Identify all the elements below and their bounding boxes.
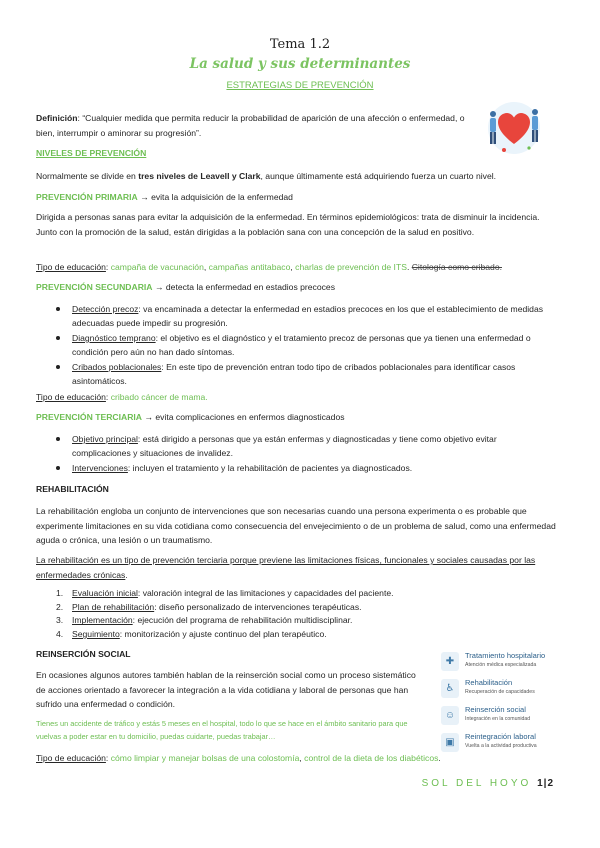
terciaria-list [36,432,556,476]
niveles-paragraph: Normalmente se divide en tres niveles de Leavell y Clark, aunque últimamente está adquiriendo fuerza un cuarto nivel. [36,171,497,181]
diagram-step: ✚ Tratamiento hospitalario Atención médica especializada [441,651,561,675]
page-subtitle: La salud y sus determinantes [189,56,411,72]
reinsercion-diagram [441,651,561,759]
secundaria-list [36,302,556,389]
primaria-education: Tipo de educación: campaña de vacunación, campañas antitabaco, charlas de prevención de ITS. Citología como cribado. [36,262,502,272]
list-item: Objetivo principal: está dirigido a personas que ya están enfermas y diagnosticadas y tiene como objetivo evitar complicaciones y situaciones de invalidez. [36,432,556,460]
list-item: Detección precoz: va encaminada a detectar la enfermedad en estadios precoces en los que el establecimiento de medidas adecuadas puede impedir su progresión. [36,302,556,330]
rehabilitacion-body: La rehabilitación engloba un conjunto de intervenciones que son necesarias cuando una persona experimenta o es probable que experimente limitaciones en su vida cotidiana como consecuencia del envejecimiento o de un problema de salud, como una enfermedad aguda o crónica, una lesión o un traumatismo. [36,506,556,545]
leavell-clark: tres niveles de Leavell y Clark [138,171,261,181]
reinsercion-heading: REINSERCIÓN SOCIAL [36,649,131,659]
terciaria-heading: PREVENCIÓN TERCIARIA → evita complicaciones en enfermos diagnosticados [36,412,345,422]
struck-text: Citología como cribado. [411,262,502,272]
diagram-step: ▣ Reintegración laboral Vuelta a la actividad productiva [441,732,561,756]
diagram-step: ♿ Rehabilitación Recuperación de capacidades [441,678,561,702]
primaria-heading: PREVENCIÓN PRIMARIA → evita la adquisición de la enfermedad [36,192,293,202]
rehabilitacion-statement: La rehabilitación es un tipo de prevención terciaria porque previene las limitaciones físicas, funcionales y sociales causadas por las enfermedades crónicas. [36,555,536,580]
hospital-icon: ✚ [441,652,459,671]
list-item: 4. Seguimiento: monitorización y ajuste continuo del plan terapéutico. [56,629,327,640]
secundaria-heading: PREVENCIÓN SECUNDARIA → detecta la enfermedad en estadios precoces [36,282,336,292]
person-right-icon [532,109,538,115]
rehabilitacion-steps [36,587,556,642]
definition-label: Definición [36,113,78,123]
niveles-heading: NIVELES DE PREVENCIÓN [36,148,147,158]
reinsercion-body: En ocasiones algunos autores también hablan de la reinserción social como un proceso sistemático de acciones orientado a favorecer la integración a la vida cotidiana y laboral de personas que han sufrido una enfermedad o condición. [36,670,416,709]
list-item: Diagnóstico temprano: el objetivo es el diagnóstico y el tratamiento precoz de personas que ya tienen una enfermedad o condición pero aún no han dado síntomas. [36,331,556,359]
list-item: 1. Evaluación inicial: valoración integral de las limitaciones y capacidades del paciente. [56,588,394,598]
page-title: Tema 1.2 [269,37,331,52]
list-item: Intervenciones: incluyen el tratamiento y la rehabilitación de pacientes ya diagnosticados. [36,461,556,475]
diagram-step: ☺ Reinserción social Integración en la comunidad [441,705,561,729]
page-footer [422,778,554,789]
list-item: Cribados poblacionales: En este tipo de prevención entran todo tipo de cribados poblacionales para identificar casos asintomáticos. [36,360,556,388]
page-number: 1|2 [537,778,554,789]
heart-illustration [484,98,544,158]
definition-paragraph [36,111,466,140]
section-title: ESTRATEGIAS DE PREVENCIÓN [226,80,374,91]
rehabilitacion-heading: REHABILITACIÓN [36,484,109,494]
person-left-icon [490,111,496,117]
reinsercion-education: Tipo de educación: cómo limpiar y manejar bolsas de una colostomía, control de la dieta de los diabéticos. [36,753,441,763]
list-item: 3. Implementación: ejecución del programa de rehabilitación multidisciplinar. [56,615,353,626]
reinsercion-example: Tienes un accidente de tráfico y estás 5 meses en el hospital, todo lo que se hace en el ámbito sanitario para que vuelvas a poder estar en tu domicilio, puedas cuidarte, puedas trabajar… [36,719,408,741]
social-icon: ☺ [441,706,459,725]
list-item: 2. Plan de rehabilitación: diseño personalizado de intervenciones terapéuticas. [56,601,362,612]
secundaria-education: Tipo de educación: cribado cáncer de mama. [36,392,208,402]
definition-text: : “Cualquier medida que permita reducir la probabilidad de aparición de una afección o enfermedad, o bien, interrumpir o aminorar su progresión”. [36,113,465,138]
work-icon: ▣ [441,733,459,752]
rehab-icon: ♿ [441,679,459,698]
footer-author: SOL DEL HOYO [421,778,532,789]
primaria-body: Dirigida a personas sanas para evitar la adquisición de la enfermedad. En términos epidemiológicos: trata de disminuir la incidencia. Junto con la promoción de la salud, están dirigidas a la población sana con una concepción de la salud en positivo. [36,212,540,237]
